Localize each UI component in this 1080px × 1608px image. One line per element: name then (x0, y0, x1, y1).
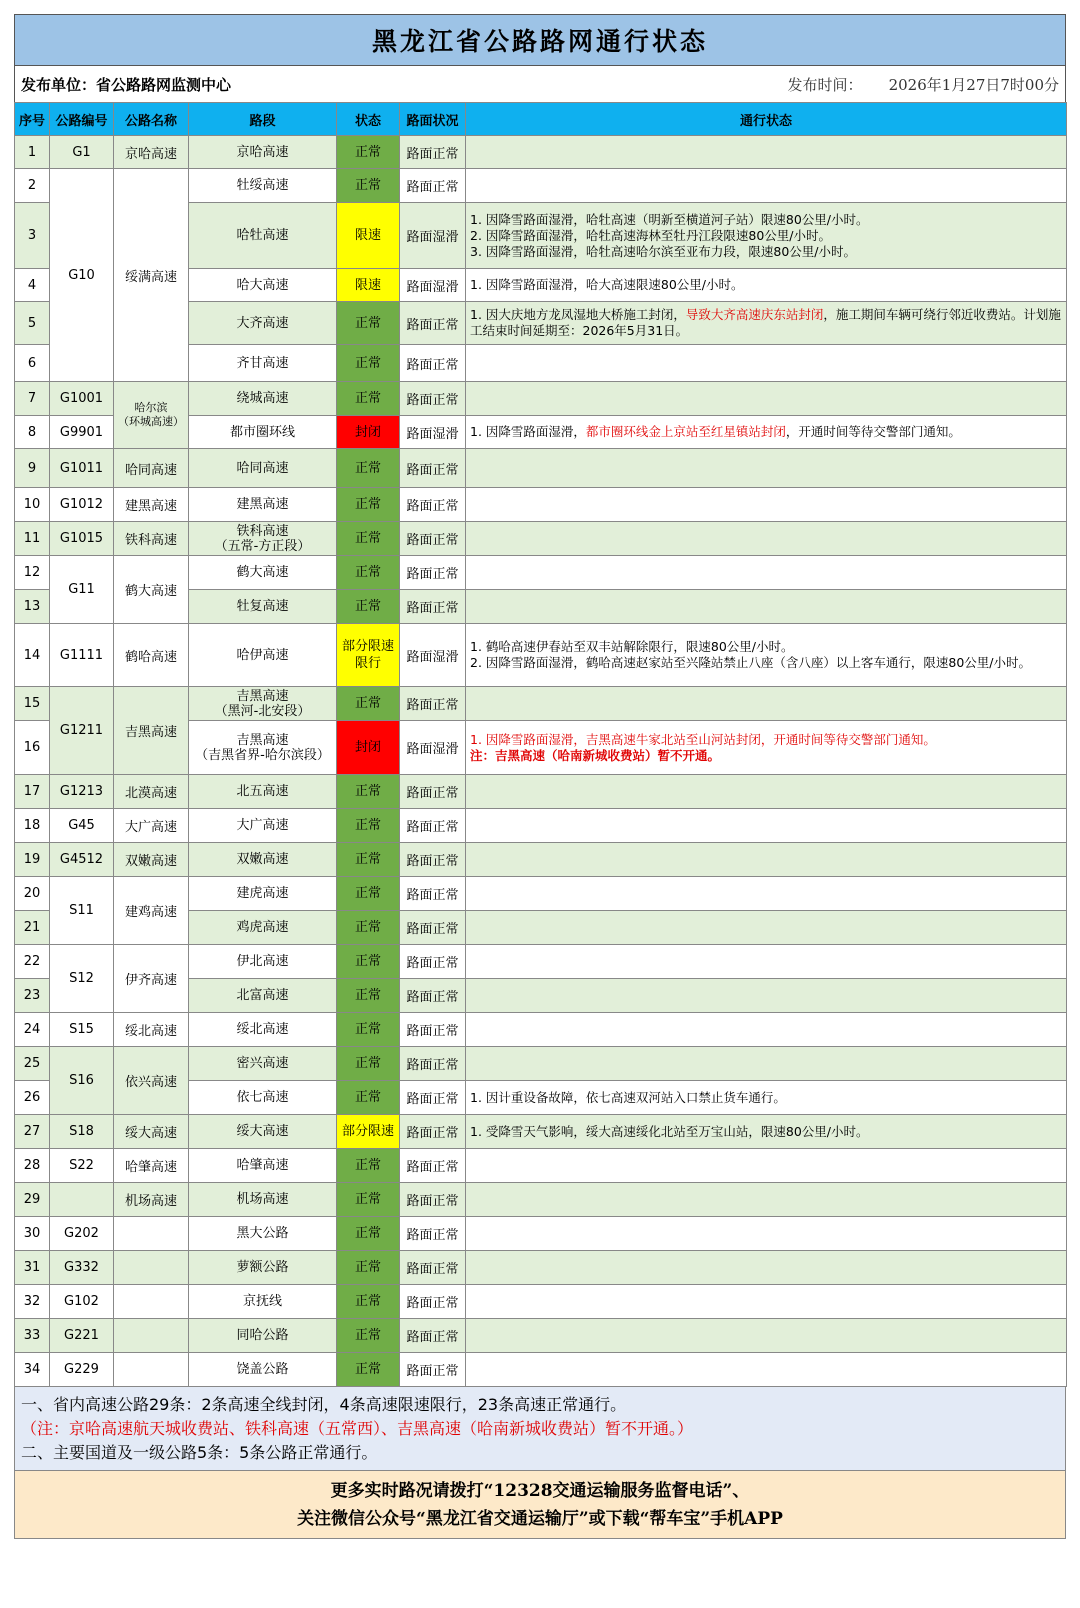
table-row (15, 1353, 1067, 1387)
status-badge: 正常 (337, 169, 400, 203)
road-segment: 北五高速 (189, 775, 337, 809)
road-code: G1012 (50, 488, 114, 522)
road-segment: 绕城高速 (189, 382, 337, 416)
traffic-note-line (470, 1124, 1062, 1140)
row-number: 33 (15, 1319, 50, 1353)
page-title: 黑龙江省公路路网通行状态 (14, 14, 1066, 66)
status-badge: 正常 (337, 1251, 400, 1285)
road-segment: 都市圈环线 (189, 416, 337, 449)
publish-time-value: 2026年1月27日7时00分 (888, 75, 1059, 94)
row-number: 31 (15, 1251, 50, 1285)
table-row (15, 877, 1067, 911)
road-code: G11 (50, 556, 114, 624)
traffic-note-text: ，开通时间等待交警部门通知。 (785, 424, 961, 439)
publish-time-group (788, 74, 1059, 95)
traffic-note-text: 都市圈环线金上京站至红星镇站封闭 (585, 424, 786, 439)
road-name: 哈同高速 (114, 449, 189, 488)
surface-condition: 路面正常 (400, 945, 466, 979)
status-badge: 正常 (337, 1047, 400, 1081)
traffic-note (466, 1047, 1067, 1081)
row-number: 28 (15, 1149, 50, 1183)
road-code: G1211 (50, 687, 114, 775)
road-segment: 伊北高速 (189, 945, 337, 979)
road-code: G332 (50, 1251, 114, 1285)
status-badge: 正常 (337, 979, 400, 1013)
traffic-note-text: 1. 受降雪天气影响，绥大高速绥化北站至万宝山站，限速80公里/小时。 (470, 1123, 869, 1139)
traffic-note (466, 775, 1067, 809)
road-status-sheet (14, 14, 1066, 1539)
traffic-note-line (470, 748, 1062, 764)
surface-condition: 路面正常 (400, 1353, 466, 1387)
road-name (114, 1319, 189, 1353)
publish-time-label: 发布时间： (787, 75, 863, 94)
row-number: 29 (15, 1183, 50, 1217)
traffic-note-line (470, 639, 1062, 655)
road-code: S11 (50, 877, 114, 945)
row-number: 11 (15, 522, 50, 556)
row-number: 6 (15, 345, 50, 382)
traffic-note-line (470, 1090, 1062, 1106)
traffic-note (466, 1149, 1067, 1183)
traffic-note (466, 1217, 1067, 1251)
status-badge: 限速 (337, 269, 400, 302)
road-name: 北漠高速 (114, 775, 189, 809)
road-code: G1111 (50, 624, 114, 687)
road-name: 鹤哈高速 (114, 624, 189, 687)
status-badge: 正常 (337, 1013, 400, 1047)
surface-condition: 路面湿滑 (400, 269, 466, 302)
surface-condition: 路面正常 (400, 687, 466, 721)
road-segment: 双嫩高速 (189, 843, 337, 877)
traffic-note-text: 1. 因降雪路面湿滑， (470, 424, 586, 439)
road-name: 绥大高速 (114, 1115, 189, 1149)
traffic-note (466, 203, 1067, 269)
road-code (50, 1183, 114, 1217)
road-segment: 萝额公路 (189, 1251, 337, 1285)
row-number: 26 (15, 1081, 50, 1115)
traffic-note (466, 911, 1067, 945)
road-segment: 绥北高速 (189, 1013, 337, 1047)
status-badge: 正常 (337, 590, 400, 624)
status-badge: 正常 (337, 1183, 400, 1217)
publish-info-bar (14, 66, 1066, 102)
row-number: 3 (15, 203, 50, 269)
status-badge: 正常 (337, 302, 400, 345)
surface-condition: 路面正常 (400, 877, 466, 911)
traffic-note (466, 522, 1067, 556)
traffic-note-line (470, 244, 1062, 260)
row-number: 21 (15, 911, 50, 945)
traffic-note (466, 1115, 1067, 1149)
status-badge: 限速 (337, 203, 400, 269)
road-code: G1011 (50, 449, 114, 488)
surface-condition: 路面正常 (400, 1183, 466, 1217)
traffic-note (466, 1285, 1067, 1319)
header-surface: 路面状况 (400, 103, 466, 136)
traffic-note (466, 590, 1067, 624)
road-name: 吉黑高速 (114, 687, 189, 775)
header-name: 公路名称 (114, 103, 189, 136)
table-row (15, 624, 1067, 687)
road-segment: 牡复高速 (189, 590, 337, 624)
traffic-note-text: 导致大齐高速庆东站封闭 (685, 307, 824, 322)
table-row (15, 488, 1067, 522)
status-badge: 正常 (337, 1353, 400, 1387)
status-badge: 正常 (337, 382, 400, 416)
table-row (15, 1285, 1067, 1319)
road-name (114, 1217, 189, 1251)
surface-condition: 路面正常 (400, 590, 466, 624)
surface-condition: 路面正常 (400, 911, 466, 945)
footer-line-1: 更多实时路况请拨打“12328交通运输服务监督电话”、 (330, 1480, 750, 1501)
row-number: 24 (15, 1013, 50, 1047)
road-name: 双嫩高速 (114, 843, 189, 877)
traffic-note (466, 843, 1067, 877)
status-badge: 正常 (337, 877, 400, 911)
road-name (114, 1251, 189, 1285)
traffic-note-text: 2. 因降雪路面湿滑，鹤哈高速赵家站至兴隆站禁止八座（含八座）以上客车通行，限速80公里/小时。 (470, 655, 1032, 670)
table-header-row (15, 103, 1067, 136)
road-name: 伊齐高速 (114, 945, 189, 1013)
table-row (15, 1217, 1067, 1251)
road-segment: 建黑高速 (189, 488, 337, 522)
row-number: 16 (15, 721, 50, 775)
road-code: S18 (50, 1115, 114, 1149)
road-segment: 哈牡高速 (189, 203, 337, 269)
row-number: 14 (15, 624, 50, 687)
surface-condition: 路面正常 (400, 1149, 466, 1183)
table-row (15, 775, 1067, 809)
traffic-note-text: 1. 因计重设备故障，依七高速双河站入口禁止货车通行。 (470, 1089, 786, 1105)
traffic-note-text: ，施工期间车辆可绕行邻近收费站。计划施工结束时间延期至：2026年5月31日。 (470, 307, 1061, 338)
surface-condition: 路面正常 (400, 1217, 466, 1251)
surface-condition: 路面湿滑 (400, 624, 466, 687)
footer-line-2: 关注微信公众号“黑龙江省交通运输厅”或下载“帮车宝”手机APP (297, 1508, 783, 1529)
traffic-note (466, 269, 1067, 302)
status-badge: 正常 (337, 345, 400, 382)
status-badge: 正常 (337, 522, 400, 556)
traffic-note (466, 1081, 1067, 1115)
road-code: G1015 (50, 522, 114, 556)
road-segment: 铁科高速 （五常-方正段） (189, 522, 337, 556)
surface-condition: 路面正常 (400, 1285, 466, 1319)
surface-condition: 路面正常 (400, 1251, 466, 1285)
traffic-note (466, 721, 1067, 775)
road-segment: 齐甘高速 (189, 345, 337, 382)
traffic-note (466, 1013, 1067, 1047)
row-number: 25 (15, 1047, 50, 1081)
traffic-note-text: 1. 鹤哈高速伊春站至双丰站解除限行，限速80公里/小时。 (470, 639, 794, 654)
status-badge: 正常 (337, 1081, 400, 1115)
surface-condition: 路面正常 (400, 1115, 466, 1149)
table-row (15, 169, 1067, 203)
table-row (15, 556, 1067, 590)
traffic-note (466, 556, 1067, 590)
traffic-note (466, 416, 1067, 449)
road-segment: 哈同高速 (189, 449, 337, 488)
table-row (15, 1115, 1067, 1149)
table-row (15, 1319, 1067, 1353)
row-number: 4 (15, 269, 50, 302)
table-row (15, 522, 1067, 556)
road-status-table (14, 102, 1067, 1387)
traffic-note-text: 1. 因降雪路面湿滑，吉黑高速牛家北站至山河站封闭，开通时间等待交警部门通知。 (470, 731, 936, 747)
road-name: 大广高速 (114, 809, 189, 843)
traffic-note (466, 382, 1067, 416)
road-segment: 同哈公路 (189, 1319, 337, 1353)
road-segment: 北富高速 (189, 979, 337, 1013)
road-name: 建鸡高速 (114, 877, 189, 945)
table-row (15, 1251, 1067, 1285)
row-number: 13 (15, 590, 50, 624)
surface-condition: 路面正常 (400, 345, 466, 382)
surface-condition: 路面湿滑 (400, 203, 466, 269)
surface-condition: 路面正常 (400, 522, 466, 556)
surface-condition: 路面湿滑 (400, 416, 466, 449)
traffic-note (466, 345, 1067, 382)
traffic-note-line (470, 732, 1062, 748)
footer-banner (14, 1471, 1066, 1539)
traffic-note-text: 1. 因降雪路面湿滑，哈大高速限速80公里/小时。 (470, 277, 744, 292)
traffic-note (466, 1319, 1067, 1353)
traffic-note-line (470, 424, 1062, 440)
row-number: 22 (15, 945, 50, 979)
road-code: G10 (50, 169, 114, 382)
surface-condition: 路面正常 (400, 169, 466, 203)
summary-note-line: （注：京哈高速航天城收费站、铁科高速（五常西）、吉黑高速（哈南新城收费站）暂不开通。） (21, 1419, 694, 1438)
road-code: S15 (50, 1013, 114, 1047)
traffic-note-text: 1. 因大庆地方龙凤湿地大桥施工封闭， (470, 307, 686, 322)
road-segment: 黑大公路 (189, 1217, 337, 1251)
header-code: 公路编号 (50, 103, 114, 136)
road-code: G45 (50, 809, 114, 843)
traffic-note-line (470, 277, 1062, 293)
road-segment: 绥大高速 (189, 1115, 337, 1149)
road-name: 绥满高速 (114, 169, 189, 382)
road-segment: 吉黑高速 （吉黑省界-哈尔滨段） (189, 721, 337, 775)
road-code: G1213 (50, 775, 114, 809)
summary-line-2: 二、主要国道及一级公路5条：5条公路正常通行。 (21, 1443, 378, 1462)
traffic-note (466, 877, 1067, 911)
road-name (114, 1353, 189, 1387)
summary-box (14, 1387, 1066, 1471)
road-segment: 依七高速 (189, 1081, 337, 1115)
row-number: 27 (15, 1115, 50, 1149)
surface-condition: 路面正常 (400, 449, 466, 488)
surface-condition: 路面正常 (400, 1047, 466, 1081)
road-name: 机场高速 (114, 1183, 189, 1217)
table-body (15, 136, 1067, 1387)
surface-condition: 路面正常 (400, 302, 466, 345)
traffic-note (466, 624, 1067, 687)
road-code: G1 (50, 136, 114, 169)
header-no: 序号 (15, 103, 50, 136)
status-badge: 封闭 (337, 721, 400, 775)
surface-condition: 路面正常 (400, 775, 466, 809)
road-segment: 机场高速 (189, 1183, 337, 1217)
status-badge: 正常 (337, 687, 400, 721)
status-badge: 正常 (337, 136, 400, 169)
row-number: 17 (15, 775, 50, 809)
traffic-note (466, 687, 1067, 721)
road-segment: 鸡虎高速 (189, 911, 337, 945)
row-number: 2 (15, 169, 50, 203)
traffic-note-line (470, 228, 1062, 244)
row-number: 7 (15, 382, 50, 416)
road-code: G4512 (50, 843, 114, 877)
traffic-note-text: 2. 因降雪路面湿滑，哈牡高速海林至牡丹江段限速80公里/小时。 (470, 227, 832, 243)
status-badge: 部分限速 限行 (337, 624, 400, 687)
summary-line-1: 一、省内高速公路29条：2条高速全线封闭，4条高速限速限行，23条高速正常通行。 (21, 1395, 627, 1414)
traffic-note (466, 169, 1067, 203)
table-row (15, 1149, 1067, 1183)
traffic-note (466, 945, 1067, 979)
header-traffic: 通行状态 (466, 103, 1067, 136)
surface-condition: 路面正常 (400, 979, 466, 1013)
table-row (15, 945, 1067, 979)
row-number: 1 (15, 136, 50, 169)
road-code: G202 (50, 1217, 114, 1251)
table-row (15, 1047, 1067, 1081)
status-badge: 正常 (337, 775, 400, 809)
traffic-note-text: 注：吉黑高速（哈南新城收费站）暂不开通。 (470, 747, 721, 763)
road-segment: 吉黑高速 （黑河-北安段） (189, 687, 337, 721)
traffic-note-text: 1. 因降雪路面湿滑，哈牡高速（明新至横道河子站）限速80公里/小时。 (470, 211, 869, 227)
status-badge: 正常 (337, 911, 400, 945)
status-badge: 正常 (337, 809, 400, 843)
road-segment: 鹤大高速 (189, 556, 337, 590)
traffic-note (466, 1353, 1067, 1387)
table-row (15, 809, 1067, 843)
road-code: G1001 (50, 382, 114, 416)
traffic-note (466, 1251, 1067, 1285)
road-name: 建黑高速 (114, 488, 189, 522)
status-badge: 正常 (337, 1217, 400, 1251)
header-segment: 路段 (189, 103, 337, 136)
road-code: S22 (50, 1149, 114, 1183)
road-code: S12 (50, 945, 114, 1013)
row-number: 18 (15, 809, 50, 843)
row-number: 32 (15, 1285, 50, 1319)
table-row (15, 1183, 1067, 1217)
surface-condition: 路面正常 (400, 843, 466, 877)
road-name: 鹤大高速 (114, 556, 189, 624)
traffic-note (466, 979, 1067, 1013)
status-badge: 正常 (337, 1285, 400, 1319)
traffic-note (466, 809, 1067, 843)
road-segment: 建虎高速 (189, 877, 337, 911)
traffic-note (466, 1183, 1067, 1217)
traffic-note (466, 488, 1067, 522)
publisher-label: 发布单位：省公路路网监测中心 (21, 75, 232, 94)
row-number: 30 (15, 1217, 50, 1251)
surface-condition: 路面正常 (400, 809, 466, 843)
row-number: 20 (15, 877, 50, 911)
surface-condition: 路面正常 (400, 1013, 466, 1047)
traffic-note (466, 136, 1067, 169)
traffic-note-line (470, 655, 1062, 671)
status-badge: 正常 (337, 1319, 400, 1353)
row-number: 9 (15, 449, 50, 488)
status-badge: 部分限速 (337, 1115, 400, 1149)
status-badge: 正常 (337, 488, 400, 522)
row-number: 12 (15, 556, 50, 590)
road-name: 绥北高速 (114, 1013, 189, 1047)
table-row (15, 382, 1067, 416)
status-badge: 正常 (337, 1149, 400, 1183)
road-segment: 哈伊高速 (189, 624, 337, 687)
traffic-note-line (470, 212, 1062, 228)
row-number: 34 (15, 1353, 50, 1387)
road-code: G221 (50, 1319, 114, 1353)
status-badge: 封闭 (337, 416, 400, 449)
surface-condition: 路面正常 (400, 488, 466, 522)
header-status: 状态 (337, 103, 400, 136)
table-row (15, 843, 1067, 877)
road-name: 依兴高速 (114, 1047, 189, 1115)
road-name: 京哈高速 (114, 136, 189, 169)
table-row (15, 1013, 1067, 1047)
traffic-note (466, 449, 1067, 488)
surface-condition: 路面湿滑 (400, 721, 466, 775)
road-segment: 京哈高速 (189, 136, 337, 169)
road-code: G102 (50, 1285, 114, 1319)
row-number: 19 (15, 843, 50, 877)
row-number: 15 (15, 687, 50, 721)
status-badge: 正常 (337, 556, 400, 590)
surface-condition: 路面正常 (400, 136, 466, 169)
road-segment: 哈肇高速 (189, 1149, 337, 1183)
road-segment: 大齐高速 (189, 302, 337, 345)
table-row (15, 449, 1067, 488)
road-name: 铁科高速 (114, 522, 189, 556)
status-badge: 正常 (337, 449, 400, 488)
row-number: 23 (15, 979, 50, 1013)
road-code: G229 (50, 1353, 114, 1387)
surface-condition: 路面正常 (400, 556, 466, 590)
road-segment: 密兴高速 (189, 1047, 337, 1081)
table-row (15, 136, 1067, 169)
surface-condition: 路面正常 (400, 382, 466, 416)
road-segment: 哈大高速 (189, 269, 337, 302)
road-segment: 牡绥高速 (189, 169, 337, 203)
surface-condition: 路面正常 (400, 1319, 466, 1353)
road-name: 哈尔滨 （环城高速） (114, 382, 189, 449)
status-badge: 正常 (337, 843, 400, 877)
row-number: 10 (15, 488, 50, 522)
row-number: 5 (15, 302, 50, 345)
traffic-note-line (470, 307, 1062, 339)
traffic-note (466, 302, 1067, 345)
status-badge: 正常 (337, 945, 400, 979)
road-segment: 饶盖公路 (189, 1353, 337, 1387)
road-name: 哈肇高速 (114, 1149, 189, 1183)
table-row (15, 687, 1067, 721)
road-name (114, 1285, 189, 1319)
traffic-note-text: 3. 因降雪路面湿滑，哈牡高速哈尔滨至亚布力段，限速80公里/小时。 (470, 243, 857, 259)
road-code: S16 (50, 1047, 114, 1115)
surface-condition: 路面正常 (400, 1081, 466, 1115)
road-segment: 京抚线 (189, 1285, 337, 1319)
row-number: 8 (15, 416, 50, 449)
road-code: G9901 (50, 416, 114, 449)
road-segment: 大广高速 (189, 809, 337, 843)
